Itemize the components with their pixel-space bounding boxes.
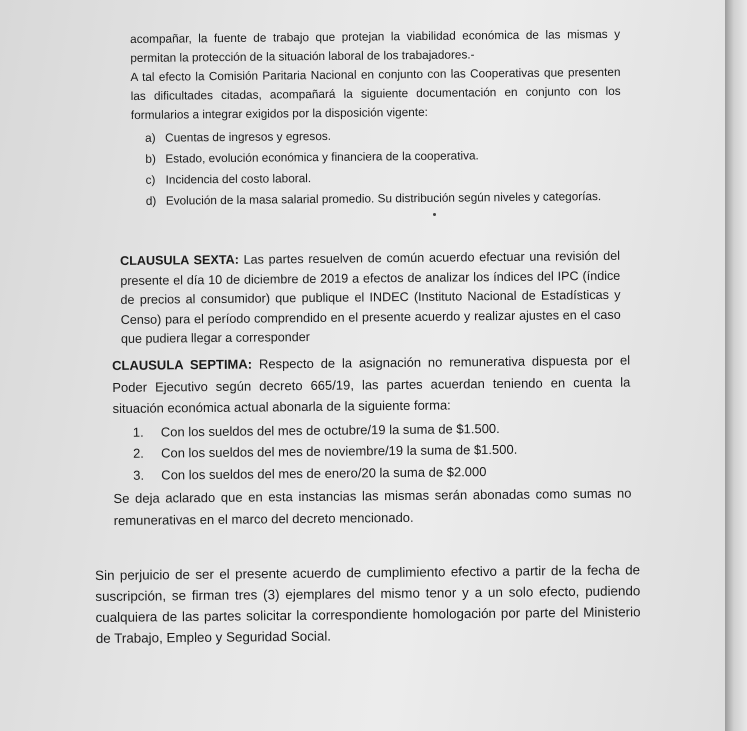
page-edge-shadow — [725, 0, 747, 731]
payment-list — [113, 416, 632, 486]
list-item — [132, 187, 622, 211]
list-marker: c) — [145, 172, 156, 187]
list-item-text: Evolución de la masa salarial promedio. Su distribución según niveles y categorías. — [165, 189, 602, 208]
ink-speck — [433, 213, 436, 216]
list-marker: 2. — [132, 445, 144, 461]
list-item — [131, 145, 621, 169]
list-item — [131, 124, 621, 148]
clausula-septima-closing: Se deja aclarado que en esta instancias las mismas serán abonadas como sumas no remunerativas en el marco del decreto mencionado. — [113, 485, 632, 528]
clausula-septima — [112, 350, 632, 531]
list-marker: a) — [145, 130, 156, 145]
list-marker: 1. — [132, 424, 144, 440]
documentation-list — [131, 124, 622, 211]
list-marker: b) — [145, 151, 156, 166]
clausula-septima-body: Respecto de la asignación no remunerativa dispuesta por el Poder Ejecutivo según decreto 665/19, las partes acuerdan teniendo en cuenta la situación económica actual abonarla de la siguiente forma: — [112, 352, 631, 416]
list-item-text: Cuentas de ingresos y egresos. — [165, 128, 332, 145]
list-item — [113, 459, 631, 486]
list-item-text: Con los sueldos del mes de noviembre/19 la suma de $1.500. — [160, 441, 518, 461]
intro-section — [130, 25, 622, 213]
list-marker: 3. — [133, 467, 145, 483]
list-item-text: Estado, evolución económica y financiera de la cooperativa. — [165, 148, 479, 166]
list-item — [131, 166, 621, 190]
list-marker: d) — [145, 193, 157, 208]
clausula-sexta-body: Las partes resuelven de común acuerdo efectuar una revisión del presente el día 10 de diciembre de 2019 a efectos de analizar los índices del IPC (índice de precios al consumidor) que publique el INDEC (Instituto Nacional de Estadísticas y Censo) para el período comprendido en el presente acuerdo y realizar ajustes en el caso que pudiera llegar a corresponder — [120, 248, 621, 346]
clausula-septima-paragraph — [112, 350, 631, 420]
intro-paragraph: acompañar, la fuente de trabajo que protejan la viabilidad económica de las mismas y permitan la protección de la situación laboral de los trabajadores.- — [130, 26, 621, 65]
list-item-text: Con los sueldos del mes de octubre/19 la suma de $1.500. — [160, 420, 500, 439]
documentation-paragraph: A tal efecto la Comisión Paritaria Nacional en conjunto con las Cooperativas que presenten las dificultades citadas, acompañará la siguiente documentación en conjunto con los formularios a integrar exigidos por la disposición vigente: — [130, 64, 621, 122]
list-item-text: Con los sueldos del mes de enero/20 la suma de $2.000 — [161, 463, 487, 482]
list-item-text: Incidencia del costo laboral. — [165, 171, 312, 187]
clausula-sexta-heading: CLAUSULA SEXTA: — [120, 252, 239, 268]
final-paragraph: Sin perjuicio de ser el presente acuerdo de cumplimiento efectivo a partir de la fecha de suscripción, se firman tres (3) ejemplares del mismo tenor y a un solo efecto, pudiendo cualquiera de las partes solicitar la correspondiente homologación por parte del Ministerio de Trabajo, Empleo y Seguridad Social. — [95, 562, 641, 646]
clausula-septima-heading: CLAUSULA SEPTIMA: — [112, 356, 253, 373]
clausula-sexta — [120, 247, 621, 350]
